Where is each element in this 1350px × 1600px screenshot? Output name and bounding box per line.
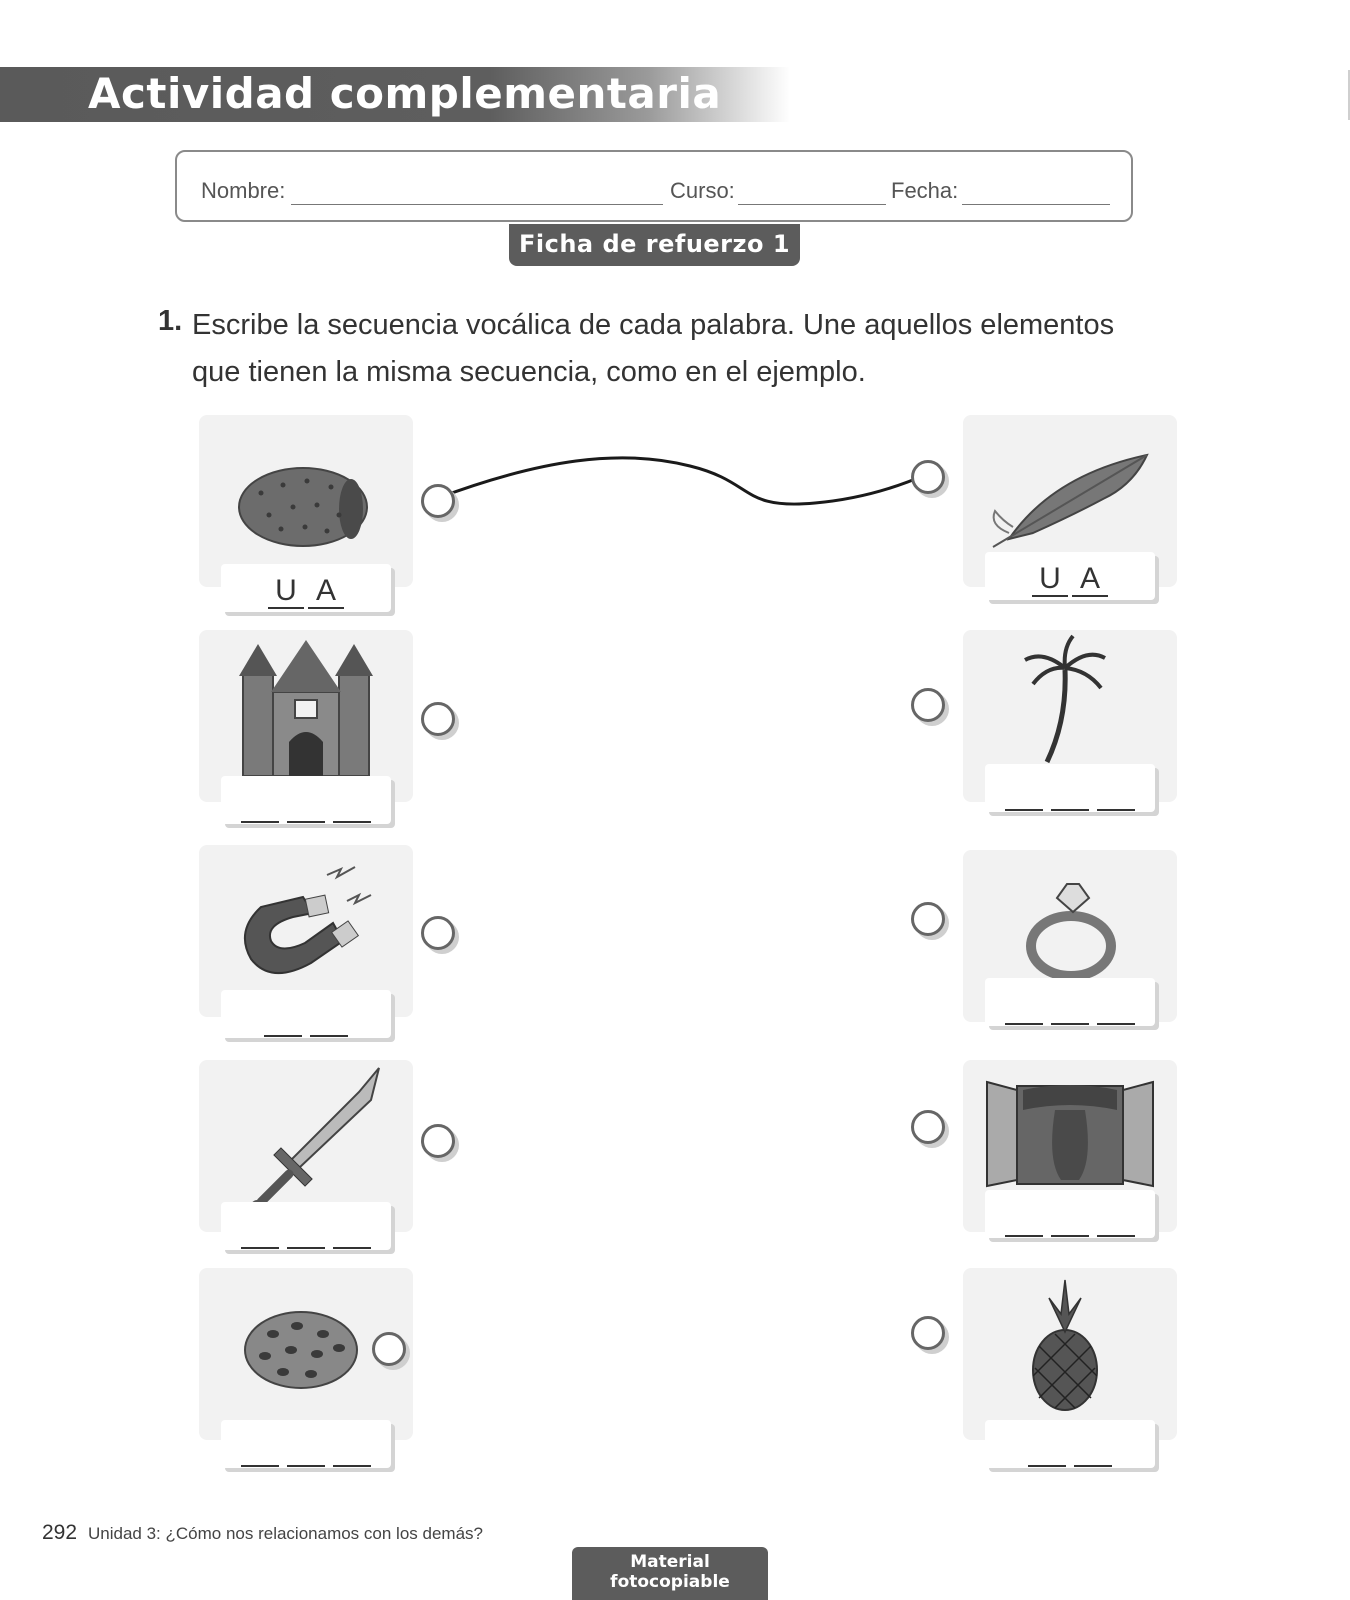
worksheet-badge: Ficha de refuerzo 1 [509,224,800,266]
answer-box-pineapple[interactable] [985,1420,1155,1468]
unit-title: Unidad 3: ¿Cómo nos relacionamos con los demás? [88,1524,483,1543]
course-label: Curso: [670,178,735,203]
answer-box-palm-tree[interactable] [985,764,1155,812]
prickly-pear-icon [199,415,413,587]
answer-box-prickly-pear[interactable] [221,564,391,612]
connect-dot-left-5[interactable] [372,1332,406,1366]
date-label: Fecha: [891,178,959,203]
question-text: Escribe la secuencia vocálica de cada palabra. Une aquellos elementos que tienen la misma secuencia, como en el ejemplo. [192,309,1115,388]
answer-letter: A [308,575,344,609]
answer-letter: U [268,575,304,609]
connect-dot-right-4[interactable] [911,1110,945,1144]
answer-box-feather[interactable] [985,552,1155,600]
connect-dot-left-3[interactable] [421,916,455,950]
page-number: 292 [42,1521,78,1544]
connect-dot-left-2[interactable] [421,702,455,736]
question-number: 1. [158,305,183,337]
connect-dot-left-1[interactable] [421,484,455,518]
page-title: Actividad complementaria [88,69,722,118]
answer-box-cookie[interactable] [221,1420,391,1468]
pineapple-icon [963,1268,1177,1440]
connect-dot-right-1[interactable] [911,460,945,494]
connect-dot-right-2[interactable] [911,688,945,722]
connect-dot-right-5[interactable] [911,1316,945,1350]
answer-letter: A [1072,563,1108,597]
answer-box-ring[interactable] [985,978,1155,1026]
answer-box-window[interactable] [985,1190,1155,1238]
name-label: Nombre: [201,178,286,203]
photocopiable-badge: Material fotocopiable [572,1547,768,1600]
image-card-pineapple [963,1268,1177,1440]
answer-box-castle[interactable] [221,776,391,824]
image-card-prickly-pear [199,415,413,587]
answer-box-sword[interactable] [221,1202,391,1250]
connect-dot-right-3[interactable] [911,902,945,936]
connect-dot-left-4[interactable] [421,1124,455,1158]
answer-letter: U [1032,563,1068,597]
answer-box-magnet[interactable] [221,990,391,1038]
